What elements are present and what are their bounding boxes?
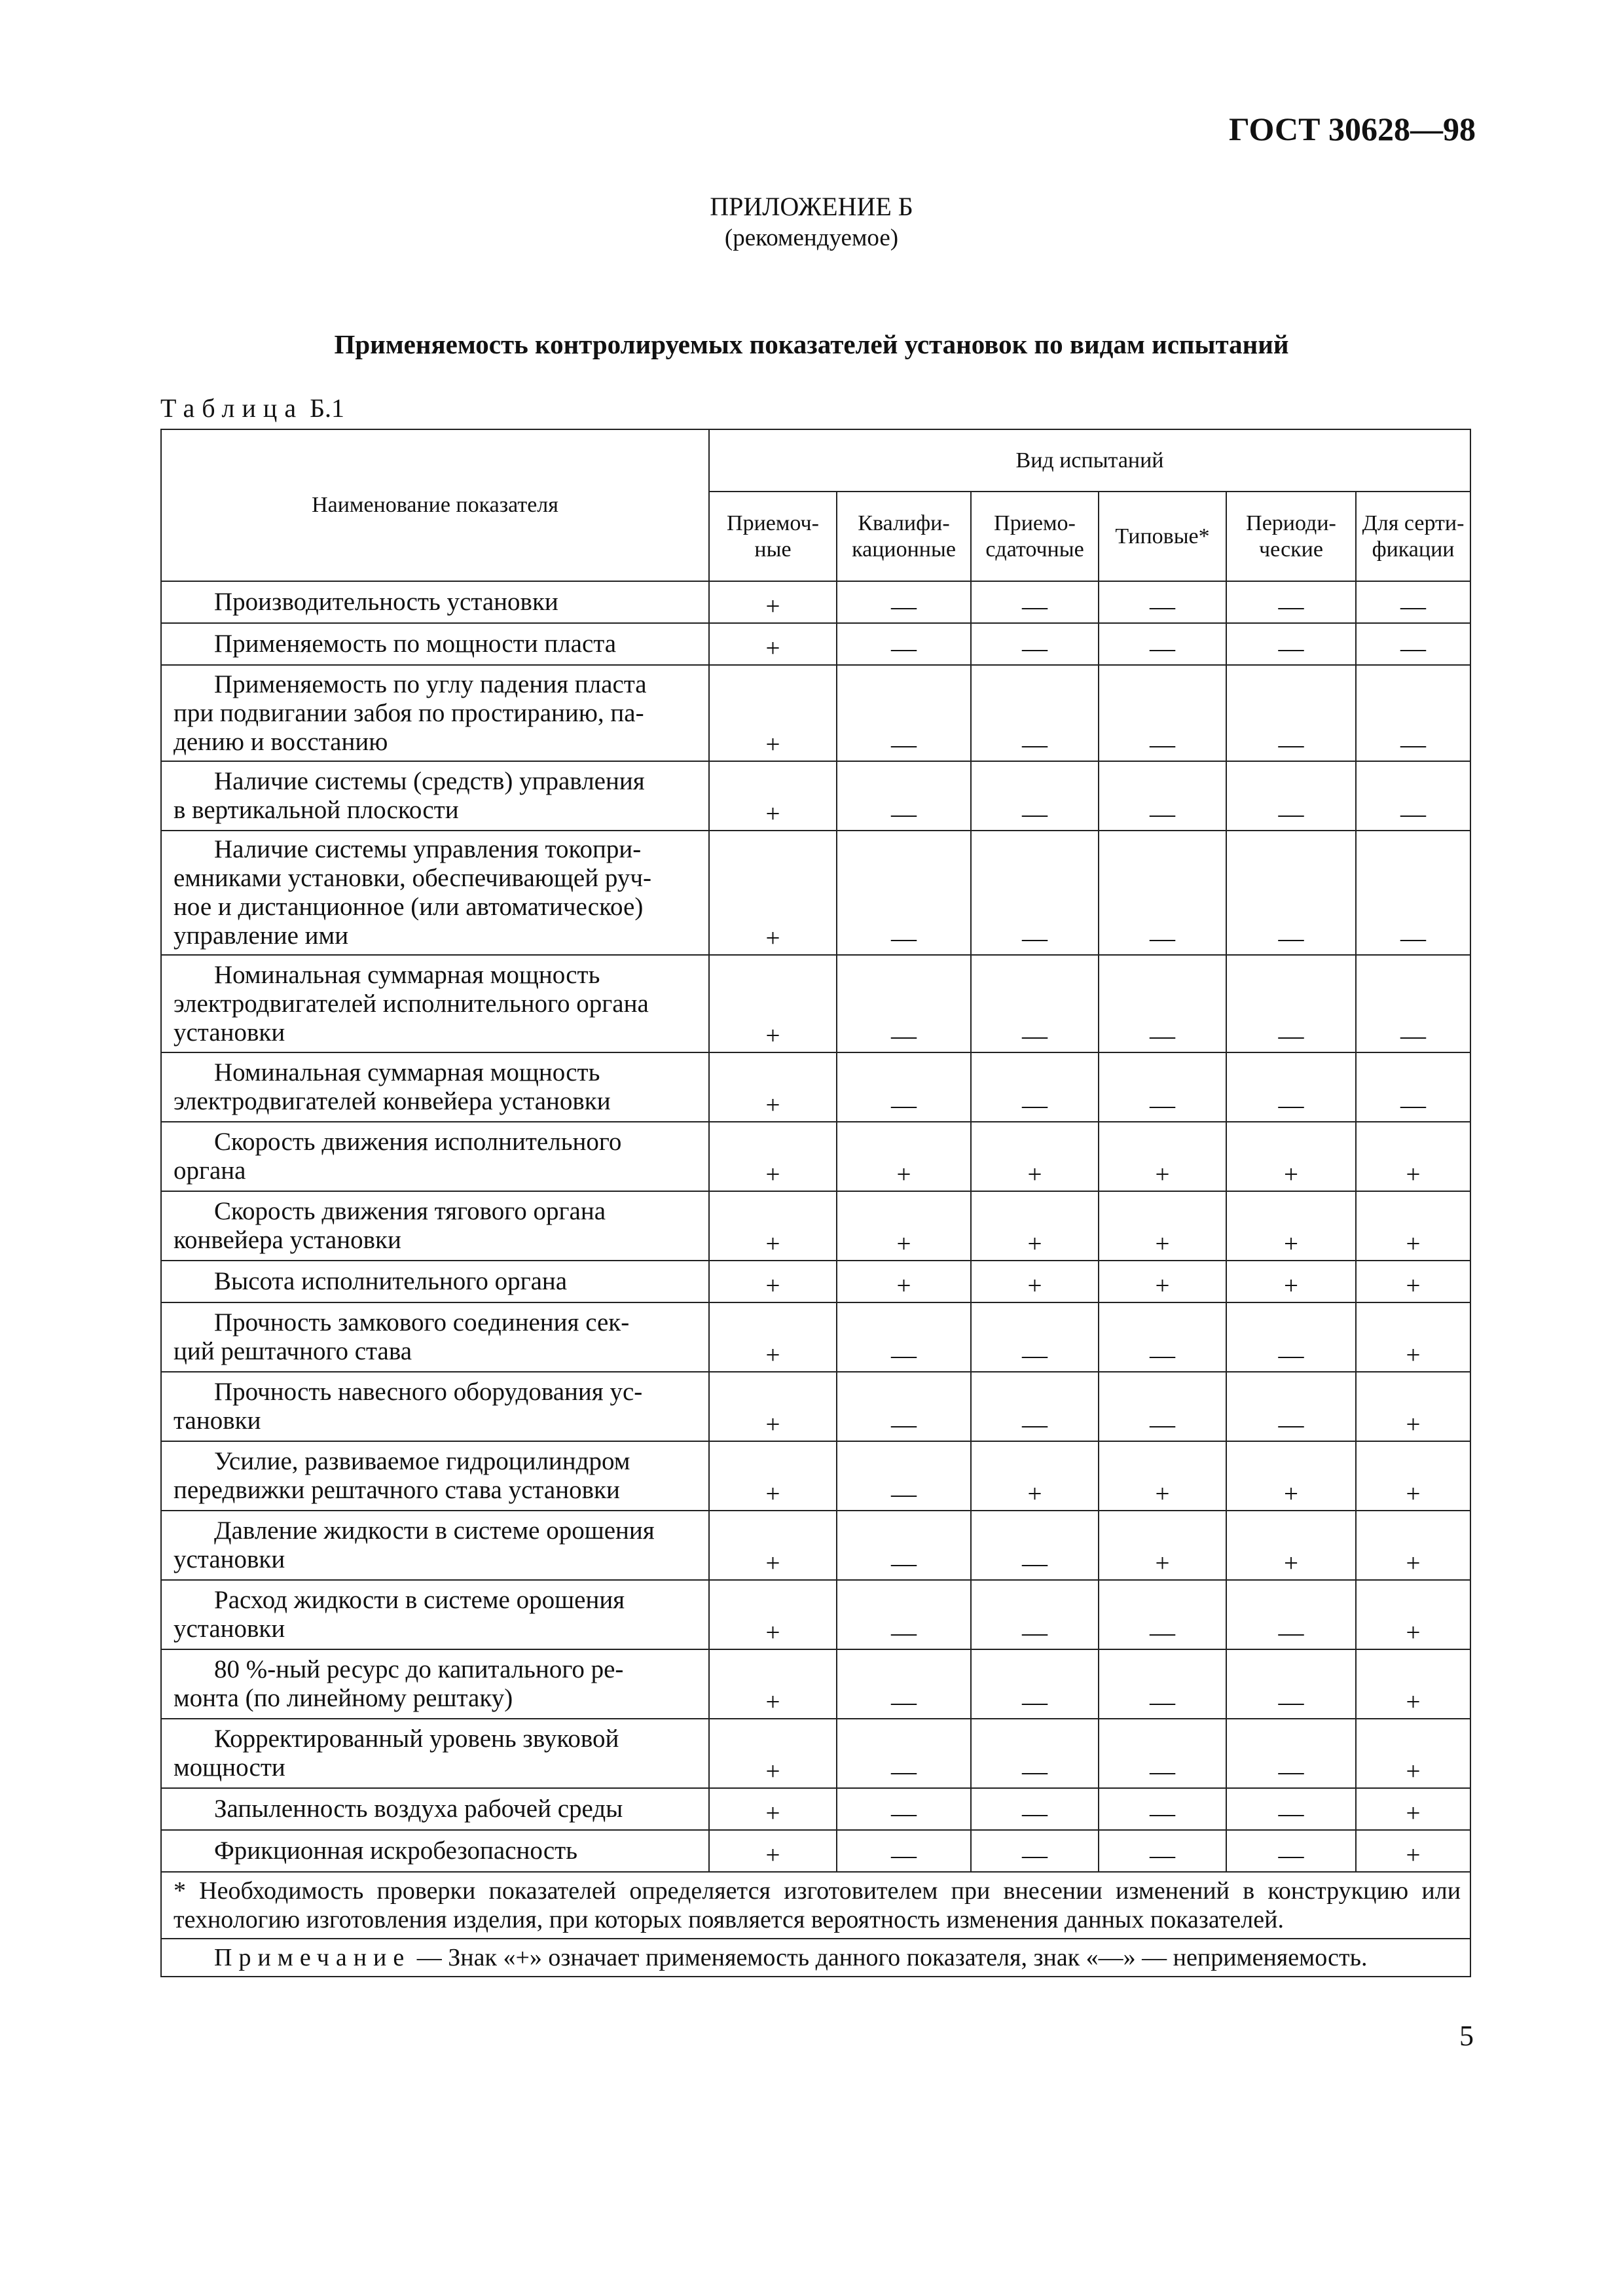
applicability-mark: — — [971, 955, 1099, 1052]
applicability-mark: — — [1099, 665, 1226, 761]
applicability-mark: — — [837, 1830, 971, 1872]
indicator-name-line — [173, 1795, 699, 1823]
indicator-name-text: Расход жидкости в системе орошения — [214, 1586, 625, 1614]
appendix-subtitle: (рекомендуемое) — [724, 224, 899, 251]
applicability-mark: — — [837, 1649, 971, 1719]
applicability-mark: — — [971, 1788, 1099, 1830]
applicability-mark: — — [1226, 665, 1356, 761]
applicability-mark: — — [971, 581, 1099, 623]
indicator-name — [161, 1788, 709, 1830]
applicability-mark: — — [1099, 1719, 1226, 1788]
table-row — [161, 1788, 1470, 1830]
table-row — [161, 1372, 1470, 1441]
table-row — [161, 1052, 1470, 1122]
applicability-mark: + — [1099, 1122, 1226, 1191]
test-type-header — [709, 492, 837, 581]
test-type-header-line: Приемо- — [994, 511, 1076, 535]
table-row — [161, 1441, 1470, 1511]
indicator-name-text: Корректированный уровень звуковой — [214, 1725, 619, 1753]
table-footnote: * Необходимость проверки показателей определяется изготовителем при внесении изменений в конструкцию или технологию изготовления изделия, при которых появляется вероятность изменения данных показателей. — [161, 1872, 1470, 1939]
indicator-name-line — [173, 1837, 699, 1865]
test-type-header-line: фикации — [1372, 537, 1455, 562]
indicator-name-text: Прочность замкового соединения сек- — [214, 1308, 630, 1336]
table-row — [161, 1122, 1470, 1191]
applicability-mark: — — [1099, 581, 1226, 623]
applicability-mark: + — [709, 761, 837, 831]
indicator-name-line — [173, 1308, 699, 1337]
applicability-mark: — — [1226, 1052, 1356, 1122]
indicator-name — [161, 623, 709, 665]
applicability-mark: — — [1226, 1302, 1356, 1372]
applicability-mark: — — [971, 1372, 1099, 1441]
indicator-name-line: дению и восстанию — [173, 727, 388, 756]
indicator-name-text: Наличие системы управления токопри- — [214, 835, 642, 863]
applicability-mark: + — [709, 1441, 837, 1511]
indicator-name — [161, 1302, 709, 1372]
test-type-header-line: ческие — [1259, 537, 1323, 562]
applicability-mark: — — [971, 1719, 1099, 1788]
indicator-name-line: установки — [173, 1018, 285, 1047]
test-type-header-line: Типовые* — [1115, 524, 1210, 548]
page-number: 5 — [1459, 2020, 1474, 2052]
indicator-name-line — [173, 588, 699, 617]
applicability-mark: + — [709, 1122, 837, 1191]
applicability-mark: — — [837, 665, 971, 761]
applicability-mark: — — [971, 623, 1099, 665]
applicability-mark: — — [971, 1580, 1099, 1649]
applicability-mark: — — [1099, 1372, 1226, 1441]
table-row — [161, 1830, 1470, 1872]
note-label: Примечание — [214, 1944, 411, 1971]
applicability-mark: + — [709, 1191, 837, 1261]
appendix-heading — [0, 191, 1623, 254]
indicator-name-line: при подвигании забоя по простиранию, па- — [173, 698, 644, 727]
applicability-mark: + — [1226, 1261, 1356, 1302]
applicability-mark: — — [837, 1580, 971, 1649]
indicator-name-line — [173, 1725, 699, 1753]
test-type-header — [1226, 492, 1356, 581]
applicability-mark: — — [1099, 1649, 1226, 1719]
applicability-mark: + — [709, 1580, 837, 1649]
table-row — [161, 1580, 1470, 1649]
test-types-group-header: Вид испытаний — [709, 429, 1470, 492]
applicability-mark: — — [971, 1302, 1099, 1372]
applicability-mark: + — [1356, 1649, 1470, 1719]
applicability-mark: — — [1356, 761, 1470, 831]
applicability-mark: — — [971, 761, 1099, 831]
indicator-name-line: управление ими — [173, 922, 349, 950]
indicator-name-text: Усилие, развиваемое гидроцилиндром — [214, 1447, 630, 1475]
indicator-name-text: Скорость движения исполнительного — [214, 1128, 622, 1156]
table-row — [161, 1719, 1470, 1788]
test-type-header — [1099, 492, 1226, 581]
indicator-name-text: Скорость движения тягового органа — [214, 1197, 606, 1225]
applicability-mark: + — [1226, 1122, 1356, 1191]
applicability-mark: + — [971, 1441, 1099, 1511]
indicator-name-line: ций рештачного става — [173, 1337, 412, 1365]
applicability-mark: + — [1099, 1261, 1226, 1302]
applicability-mark: — — [837, 1788, 971, 1830]
table-label-word: Таблица — [160, 393, 304, 423]
indicator-name-line: ное и дистанционное (или автоматическое) — [173, 893, 644, 921]
applicability-mark: + — [1226, 1441, 1356, 1511]
indicator-name-text: Номинальная суммарная мощность — [214, 1058, 600, 1086]
applicability-mark: — — [1099, 1052, 1226, 1122]
applicability-mark: — — [1099, 1302, 1226, 1372]
indicator-name-line: конвейера установки — [173, 1226, 401, 1254]
indicator-name-line — [173, 1586, 699, 1615]
indicator-name-text: Прочность навесного оборудования ус- — [214, 1378, 643, 1406]
indicator-name-line — [173, 1128, 699, 1157]
applicability-mark: + — [1356, 1372, 1470, 1441]
indicator-name-text: Запыленность воздуха рабочей среды — [214, 1795, 623, 1823]
indicator-name-line — [173, 1058, 699, 1087]
indicator-name — [161, 1719, 709, 1788]
applicability-mark: — — [971, 1830, 1099, 1872]
indicator-name — [161, 831, 709, 955]
indicator-name-line — [173, 1447, 699, 1476]
indicator-name-line: установки — [173, 1545, 285, 1573]
document-title: Применяемость контролируемых показателей установок по видам испытаний — [334, 329, 1289, 359]
applicability-mark: + — [1226, 1511, 1356, 1580]
table-row — [161, 1261, 1470, 1302]
applicability-mark: + — [1099, 1441, 1226, 1511]
applicability-mark: — — [1226, 955, 1356, 1052]
test-type-header — [971, 492, 1099, 581]
applicability-mark: + — [709, 1511, 837, 1580]
applicability-mark: — — [1356, 665, 1470, 761]
applicability-mark: + — [1099, 1511, 1226, 1580]
applicability-mark: — — [1356, 955, 1470, 1052]
indicator-name-line: тановки — [173, 1407, 261, 1435]
applicability-mark: + — [1356, 1261, 1470, 1302]
applicability-mark: — — [971, 831, 1099, 955]
table-row — [161, 831, 1470, 955]
test-type-header-line: ные — [754, 537, 792, 562]
applicability-mark: — — [1099, 831, 1226, 955]
table-row — [161, 955, 1470, 1052]
applicability-mark: — — [1356, 831, 1470, 955]
indicator-name — [161, 1191, 709, 1261]
table-row — [161, 1511, 1470, 1580]
applicability-mark: — — [971, 1052, 1099, 1122]
applicability-mark: — — [1226, 1372, 1356, 1441]
applicability-mark: — — [971, 665, 1099, 761]
applicability-mark: + — [709, 623, 837, 665]
indicator-name — [161, 1511, 709, 1580]
applicability-mark: + — [1356, 1191, 1470, 1261]
applicability-mark: + — [709, 955, 837, 1052]
applicability-mark: — — [837, 1441, 971, 1511]
indicator-name — [161, 1052, 709, 1122]
applicability-mark: — — [1226, 831, 1356, 955]
applicability-mark: — — [1099, 1580, 1226, 1649]
indicator-name — [161, 1649, 709, 1719]
applicability-mark: — — [1226, 1649, 1356, 1719]
indicator-name-text: 80 %-ный ресурс до капитального ре- — [214, 1655, 624, 1683]
applicability-mark: — — [837, 1511, 971, 1580]
applicability-mark: + — [1356, 1719, 1470, 1788]
indicator-name-line: емниками установки, обеспечивающей руч- — [173, 864, 651, 892]
table-row — [161, 1649, 1470, 1719]
table-row — [161, 623, 1470, 665]
table-row — [161, 665, 1470, 761]
indicator-name-line: передвижки рештачного става установки — [173, 1476, 620, 1504]
indicator-name-text: Высота исполнительного органа — [214, 1267, 568, 1295]
applicability-mark: — — [837, 955, 971, 1052]
test-type-header-line: Периоди- — [1246, 511, 1336, 535]
table-header — [161, 429, 1470, 581]
applicability-mark: + — [837, 1191, 971, 1261]
indicator-name-line: в вертикальной плоскости — [173, 796, 459, 824]
indicator-name-line — [173, 670, 699, 699]
indicator-name — [161, 1830, 709, 1872]
applicability-mark: — — [1226, 1580, 1356, 1649]
applicability-mark: — — [1226, 1788, 1356, 1830]
applicability-mark: + — [1226, 1191, 1356, 1261]
indicator-name-text: Производительность установки — [214, 588, 558, 616]
applicability-mark: + — [1099, 1191, 1226, 1261]
applicability-mark: + — [1356, 1302, 1470, 1372]
applicability-mark: + — [1356, 1441, 1470, 1511]
applicability-mark: + — [709, 1052, 837, 1122]
indicator-name — [161, 665, 709, 761]
indicator-name-line: установки — [173, 1615, 285, 1643]
applicability-mark: + — [1356, 1830, 1470, 1872]
test-type-header-line: кационные — [852, 537, 956, 562]
indicator-name — [161, 1122, 709, 1191]
table-row — [161, 1302, 1470, 1372]
indicator-name-line — [173, 1197, 699, 1226]
applicability-mark: — — [1226, 1719, 1356, 1788]
applicability-mark: — — [1099, 1830, 1226, 1872]
indicator-name — [161, 1261, 709, 1302]
test-type-header-line: Для серти- — [1362, 511, 1465, 535]
applicability-mark: — — [837, 581, 971, 623]
indicator-name-line: монта (по линейному рештаку) — [173, 1684, 513, 1712]
applicability-mark: — — [1226, 761, 1356, 831]
applicability-mark: + — [1356, 1122, 1470, 1191]
applicability-mark: — — [1099, 761, 1226, 831]
indicator-name-line — [173, 1267, 699, 1296]
appendix-title: ПРИЛОЖЕНИЕ Б — [710, 192, 913, 221]
indicator-name-line — [173, 630, 699, 658]
table-label-number: Б.1 — [310, 393, 345, 423]
table-row — [161, 1191, 1470, 1261]
applicability-mark: + — [837, 1122, 971, 1191]
test-type-header-line: Приемоч- — [727, 511, 819, 535]
applicability-mark: — — [837, 1719, 971, 1788]
applicability-mark: + — [709, 1719, 837, 1788]
applicability-mark: + — [1356, 1511, 1470, 1580]
table-row — [161, 581, 1470, 623]
indicator-name — [161, 1372, 709, 1441]
applicability-mark: + — [709, 831, 837, 955]
indicator-name — [161, 955, 709, 1052]
applicability-mark: — — [1099, 955, 1226, 1052]
indicator-name — [161, 1441, 709, 1511]
applicability-mark: — — [971, 1649, 1099, 1719]
applicability-table — [160, 429, 1471, 1977]
indicator-name-line: электродвигателей исполнительного органа — [173, 989, 649, 1018]
applicability-mark: — — [1356, 1052, 1470, 1122]
test-type-header — [1356, 492, 1470, 581]
applicability-mark: + — [971, 1191, 1099, 1261]
applicability-mark: + — [709, 1830, 837, 1872]
applicability-mark: + — [709, 1302, 837, 1372]
indicator-name — [161, 581, 709, 623]
test-type-header-line: сдаточные — [985, 537, 1084, 562]
applicability-mark: + — [1356, 1788, 1470, 1830]
applicability-mark: — — [837, 831, 971, 955]
applicability-mark: — — [1226, 1830, 1356, 1872]
applicability-mark: + — [837, 1261, 971, 1302]
applicability-mark: — — [837, 1372, 971, 1441]
indicator-name-header: Наименование показателя — [161, 429, 709, 581]
applicability-mark: — — [1356, 623, 1470, 665]
indicator-name-line — [173, 1378, 699, 1407]
applicability-mark: + — [1356, 1580, 1470, 1649]
indicator-name-line — [173, 835, 699, 864]
standard-code: ГОСТ 30628—98 — [1228, 111, 1476, 147]
indicator-name-line — [173, 1655, 699, 1684]
applicability-mark: — — [1356, 581, 1470, 623]
applicability-mark: + — [709, 1649, 837, 1719]
table-label — [160, 393, 344, 423]
applicability-mark: + — [709, 665, 837, 761]
test-type-header-line: Квалифи- — [858, 511, 950, 535]
indicator-name-line — [173, 961, 699, 990]
indicator-name-text: Применяемость по мощности пласта — [214, 630, 617, 658]
applicability-mark: — — [1226, 581, 1356, 623]
indicator-name-line: органа — [173, 1157, 246, 1185]
indicator-name-line: мощности — [173, 1753, 285, 1782]
applicability-mark: — — [971, 1511, 1099, 1580]
applicability-mark: + — [709, 1372, 837, 1441]
applicability-mark: — — [1099, 623, 1226, 665]
note-text: — Знак «+» означает применяемость данного показателя, знак «—» — неприменяемость. — [410, 1944, 1368, 1971]
applicability-mark: + — [709, 1788, 837, 1830]
indicator-name-text: Давление жидкости в системе орошения — [214, 1516, 655, 1545]
table-row — [161, 761, 1470, 831]
indicator-name — [161, 761, 709, 831]
applicability-mark: + — [709, 1261, 837, 1302]
applicability-mark: — — [1099, 1788, 1226, 1830]
indicator-name-line — [173, 1516, 699, 1545]
indicator-name-line — [173, 767, 699, 796]
applicability-mark: — — [837, 1302, 971, 1372]
indicator-name-text: Применяемость по углу падения пласта — [214, 670, 647, 698]
test-type-header — [837, 492, 971, 581]
table-body — [161, 581, 1470, 1872]
applicability-mark: — — [837, 1052, 971, 1122]
applicability-mark: + — [971, 1122, 1099, 1191]
indicator-name — [161, 1580, 709, 1649]
indicator-name-text: Номинальная суммарная мощность — [214, 960, 600, 989]
applicability-mark: — — [1226, 623, 1356, 665]
applicability-mark: — — [837, 623, 971, 665]
applicability-mark: — — [837, 761, 971, 831]
applicability-mark: + — [971, 1261, 1099, 1302]
indicator-name-text: Фрикционная искробезопасность — [214, 1837, 578, 1865]
applicability-mark: + — [709, 581, 837, 623]
table-note — [161, 1939, 1470, 1977]
indicator-name-line: электродвигателей конвейера установки — [173, 1087, 611, 1115]
indicator-name-text: Наличие системы (средств) управления — [214, 767, 645, 795]
